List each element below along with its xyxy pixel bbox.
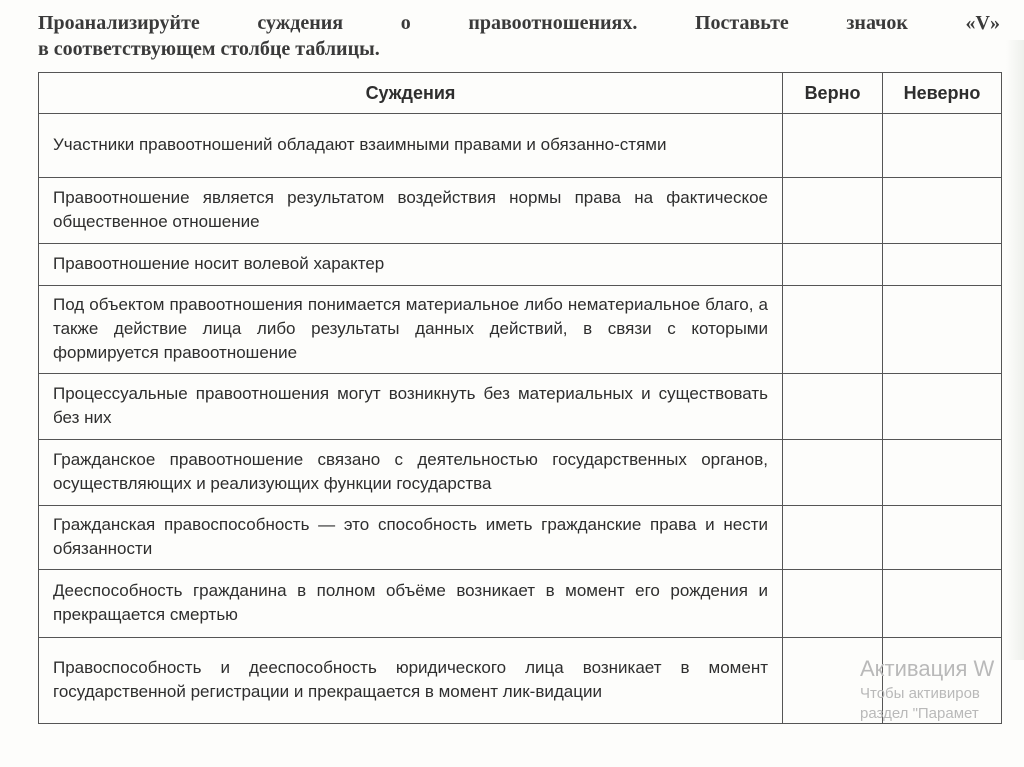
statement-cell: Процессуальные правоотношения могут возникнуть без материальных и существовать без них [39, 374, 783, 440]
false-mark-cell[interactable] [883, 178, 1002, 244]
instruction-line-1: Проанализируйте суждения о правоотношениях. Поставьте значок «V» [38, 12, 1000, 34]
false-mark-cell[interactable] [883, 638, 1002, 724]
false-mark-cell[interactable] [883, 440, 1002, 506]
false-mark-cell[interactable] [883, 286, 1002, 374]
table-row [39, 286, 1002, 374]
table-row [39, 114, 1002, 178]
statement-cell: Правоотношение является результатом воздействия нормы права на фактическое общественное отношение [39, 178, 783, 244]
false-mark-cell[interactable] [883, 374, 1002, 440]
task-instruction [38, 10, 1000, 62]
false-mark-cell[interactable] [883, 114, 1002, 178]
false-mark-cell[interactable] [883, 244, 1002, 286]
watermark-line-1: Чтобы активиров [860, 685, 980, 702]
false-mark-cell[interactable] [883, 570, 1002, 638]
true-mark-cell[interactable] [783, 374, 883, 440]
watermark-title: Активация W [860, 656, 995, 681]
statement-cell: Правоотношение носит волевой характер [39, 244, 783, 286]
table-row [39, 374, 1002, 440]
watermark-line-2: раздел "Парамет [860, 705, 979, 722]
header-true: Верно [783, 73, 883, 114]
header-false: Неверно [883, 73, 1002, 114]
table-header-row [39, 73, 1002, 114]
judgments-table [38, 72, 1002, 724]
false-mark-cell[interactable] [883, 506, 1002, 570]
true-mark-cell[interactable] [783, 638, 883, 724]
true-mark-cell[interactable] [783, 570, 883, 638]
true-mark-cell[interactable] [783, 244, 883, 286]
table-row [39, 244, 1002, 286]
statement-cell: Гражданское правоотношение связано с деятельностью государственных органов, осуществляющих и реализующих функции государства [39, 440, 783, 506]
statement-cell: Под объектом правоотношения понимается материальное либо нематериальное благо, а также действие лица либо результаты данных действий, в связи с которыми формируется правоотношение [39, 286, 783, 374]
true-mark-cell[interactable] [783, 286, 883, 374]
page-edge-shadow [1006, 40, 1024, 660]
true-mark-cell[interactable] [783, 114, 883, 178]
table-row [39, 506, 1002, 570]
true-mark-cell[interactable] [783, 440, 883, 506]
statement-cell: Дееспособность гражданина в полном объёме возникает в момент его рождения и прекращается смертью [39, 570, 783, 638]
instruction-line-2: в соответствующем столбце таблицы. [38, 38, 380, 60]
true-mark-cell[interactable] [783, 506, 883, 570]
table-row [39, 440, 1002, 506]
statement-cell: Участники правоотношений обладают взаимными правами и обязанно-стями [39, 114, 783, 178]
table-row [39, 178, 1002, 244]
header-statements: Суждения [39, 73, 783, 114]
table-row [39, 638, 1002, 724]
table-row [39, 570, 1002, 638]
statement-cell: Правоспособность и дееспособность юридического лица возникает в момент государственной регистрации и прекращается в момент лик-видации [39, 638, 783, 724]
true-mark-cell[interactable] [783, 178, 883, 244]
statement-cell: Гражданская правоспособность — это способность иметь гражданские права и нести обязанности [39, 506, 783, 570]
